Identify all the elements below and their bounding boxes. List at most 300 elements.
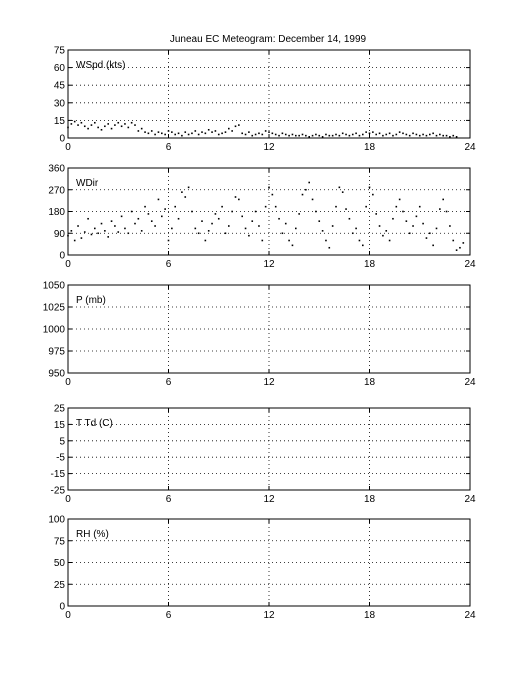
data-point (138, 130, 140, 132)
data-point (322, 136, 324, 138)
data-point (278, 135, 280, 137)
data-point (228, 225, 230, 227)
data-point (184, 131, 186, 133)
data-point (459, 247, 461, 249)
data-point (345, 134, 347, 136)
data-point (436, 228, 438, 230)
data-point (312, 199, 314, 201)
y-tick-label: 360 (48, 163, 65, 175)
data-point (426, 237, 428, 239)
data-point (329, 247, 331, 249)
data-point (369, 133, 371, 135)
x-tick-label: 18 (363, 259, 376, 270)
data-point (178, 133, 180, 135)
data-point (449, 136, 451, 138)
data-point (104, 125, 106, 127)
y-tick-label: -25 (50, 485, 65, 497)
x-tick-label: 18 (363, 494, 376, 505)
data-point (439, 134, 441, 136)
data-point (422, 134, 424, 136)
panel-label: WSpd (kts) (76, 60, 126, 71)
panel-rh (48, 515, 476, 622)
data-point (342, 133, 344, 135)
data-point (205, 240, 207, 242)
data-point (389, 240, 391, 242)
data-point (298, 135, 300, 137)
data-point (208, 129, 210, 131)
data-point (74, 121, 76, 123)
data-point (329, 135, 331, 137)
y-tick-label: 15 (53, 419, 65, 431)
data-point (248, 131, 250, 133)
data-point (292, 134, 294, 136)
x-tick-label: 6 (165, 377, 172, 388)
y-tick-label: 1025 (42, 302, 65, 314)
data-point (158, 199, 160, 201)
data-point (141, 230, 143, 232)
data-point (372, 131, 374, 133)
data-point (81, 237, 83, 239)
data-point (452, 240, 454, 242)
data-point (101, 223, 103, 225)
data-point (211, 131, 213, 133)
data-point (295, 228, 297, 230)
data-point (362, 134, 364, 136)
x-tick-label: 12 (263, 610, 275, 621)
data-point (124, 228, 126, 230)
data-point (399, 131, 401, 133)
data-point (268, 187, 270, 189)
data-point (117, 122, 119, 124)
data-point (181, 135, 183, 137)
data-point (262, 134, 264, 136)
data-point (74, 240, 76, 242)
panel-label: P (mb) (76, 295, 106, 306)
data-point (379, 225, 381, 227)
data-point (436, 135, 438, 137)
y-tick-label: 5 (59, 436, 65, 448)
data-point (375, 134, 377, 136)
data-point (111, 128, 113, 130)
data-point (198, 134, 200, 136)
data-point (349, 218, 351, 220)
data-point (241, 133, 243, 135)
data-point (144, 131, 146, 133)
data-series (67, 182, 464, 251)
data-point (231, 211, 233, 213)
x-tick-label: 0 (65, 259, 71, 270)
data-point (463, 242, 465, 244)
data-point (419, 206, 421, 208)
data-point (225, 131, 227, 133)
x-tick-label: 24 (464, 259, 476, 270)
data-point (161, 133, 163, 135)
data-point (265, 130, 267, 132)
data-point (352, 134, 354, 136)
data-point (77, 124, 79, 126)
data-point (379, 133, 381, 135)
data-point (452, 135, 454, 137)
y-tick-label: 0 (59, 133, 65, 145)
data-point (101, 129, 103, 131)
data-point (335, 134, 337, 136)
panel-temp (51, 404, 476, 506)
data-point (449, 225, 451, 227)
data-point (225, 232, 227, 234)
data-point (91, 234, 93, 236)
data-point (148, 213, 150, 215)
data-point (114, 124, 116, 126)
y-tick-label: -5 (56, 452, 65, 464)
panels (43, 46, 476, 622)
data-point (198, 232, 200, 234)
y-tick-label: 0 (59, 250, 65, 262)
data-point (188, 134, 190, 136)
data-point (392, 218, 394, 220)
data-point (241, 216, 243, 218)
data-point (312, 135, 314, 137)
data-point (442, 135, 444, 137)
x-tick-label: 12 (263, 259, 275, 270)
data-point (188, 187, 190, 189)
data-point (138, 218, 140, 220)
data-point (67, 127, 69, 129)
data-point (282, 133, 284, 135)
data-point (228, 128, 230, 130)
data-point (171, 131, 173, 133)
data-point (107, 236, 109, 238)
data-point (94, 122, 96, 124)
data-point (456, 136, 458, 138)
data-point (345, 208, 347, 210)
x-tick-label: 18 (363, 610, 376, 621)
data-point (218, 218, 220, 220)
y-tick-label: 75 (53, 45, 65, 57)
x-tick-label: 24 (464, 377, 476, 388)
data-point (84, 125, 86, 127)
y-tick-label: 1050 (42, 280, 65, 292)
data-point (181, 191, 183, 193)
x-tick-label: 6 (165, 142, 172, 153)
data-point (114, 225, 116, 227)
x-tick-label: 12 (263, 494, 275, 505)
data-point (365, 131, 367, 133)
data-point (164, 208, 166, 210)
data-point (148, 133, 150, 135)
data-point (426, 135, 428, 137)
data-point (151, 130, 153, 132)
x-tick-label: 24 (464, 610, 476, 621)
y-tick-label: -15 (50, 469, 65, 481)
data-point (268, 131, 270, 133)
data-point (84, 231, 86, 233)
data-point (352, 232, 354, 234)
data-point (67, 235, 69, 237)
data-point (77, 225, 79, 227)
data-point (315, 211, 317, 213)
data-point (255, 134, 257, 136)
data-point (288, 240, 290, 242)
data-point (429, 134, 431, 136)
data-point (184, 196, 186, 198)
x-tick-label: 12 (263, 377, 275, 388)
data-point (318, 220, 320, 222)
data-point (362, 245, 364, 247)
data-point (87, 218, 89, 220)
y-tick-label: 180 (48, 207, 65, 218)
data-point (134, 124, 136, 126)
y-tick-label: 45 (53, 80, 65, 92)
y-tick-label: 60 (53, 63, 65, 75)
panel-label: T Td (C) (76, 418, 113, 429)
data-point (97, 127, 99, 129)
data-point (195, 228, 197, 230)
y-tick-label: 950 (48, 368, 65, 380)
data-point (332, 225, 334, 227)
data-point (409, 135, 411, 137)
data-point (178, 218, 180, 220)
data-point (285, 134, 287, 136)
data-point (385, 230, 387, 232)
data-point (322, 230, 324, 232)
data-point (235, 125, 237, 127)
data-point (235, 196, 237, 198)
data-point (375, 213, 377, 215)
data-point (104, 230, 106, 232)
data-point (91, 124, 93, 126)
data-point (285, 223, 287, 225)
data-point (272, 133, 274, 135)
data-point (174, 134, 176, 136)
data-point (288, 135, 290, 137)
y-tick-label: 90 (53, 228, 65, 240)
data-point (151, 220, 153, 222)
data-point (429, 232, 431, 234)
data-point (359, 135, 361, 137)
data-point (71, 123, 73, 125)
data-point (195, 130, 197, 132)
data-point (221, 133, 223, 135)
data-point (412, 225, 414, 227)
x-tick-label: 0 (65, 142, 71, 153)
data-point (409, 232, 411, 234)
y-tick-label: 15 (53, 115, 65, 127)
data-point (446, 135, 448, 137)
data-point (131, 122, 133, 124)
y-tick-label: 1000 (42, 324, 65, 336)
data-point (221, 206, 223, 208)
x-tick-label: 0 (65, 494, 71, 505)
data-point (255, 211, 257, 213)
data-point (392, 135, 394, 137)
data-point (168, 130, 170, 132)
data-point (211, 223, 213, 225)
data-point (315, 134, 317, 136)
data-point (141, 128, 143, 130)
data-point (439, 208, 441, 210)
data-point (406, 134, 408, 136)
data-point (215, 130, 217, 132)
data-point (342, 191, 344, 193)
data-point (97, 232, 99, 234)
data-point (248, 235, 250, 237)
data-point (258, 133, 260, 135)
data-point (191, 211, 193, 213)
data-point (128, 232, 130, 234)
panel-label: WDir (76, 178, 99, 189)
data-point (302, 194, 304, 196)
data-point (339, 187, 341, 189)
data-point (215, 213, 217, 215)
x-tick-label: 24 (464, 494, 476, 505)
data-point (382, 135, 384, 137)
data-point (349, 135, 351, 137)
panel-wspd (54, 46, 476, 154)
data-point (432, 245, 434, 247)
data-point (87, 128, 89, 130)
data-point (245, 228, 247, 230)
data-point (302, 134, 304, 136)
data-point (419, 135, 421, 137)
panel-pres (43, 281, 476, 389)
data-point (385, 134, 387, 136)
data-point (107, 123, 109, 125)
data-point (456, 249, 458, 251)
y-tick-label: 0 (59, 601, 65, 613)
chart-title: Juneau EC Meteogram: December 14, 1999 (169, 34, 367, 45)
data-point (402, 133, 404, 135)
data-point (416, 134, 418, 136)
data-point (164, 134, 166, 136)
data-point (124, 123, 126, 125)
data-point (208, 230, 210, 232)
data-point (154, 225, 156, 227)
data-point (372, 194, 374, 196)
data-point (231, 130, 233, 132)
data-point (154, 134, 156, 136)
data-point (111, 220, 113, 222)
data-point (201, 220, 203, 222)
data-point (308, 182, 310, 184)
data-point (262, 240, 264, 242)
data-point (318, 135, 320, 137)
data-point (174, 206, 176, 208)
x-tick-label: 0 (65, 610, 71, 621)
data-point (422, 223, 424, 225)
data-point (396, 206, 398, 208)
data-point (325, 134, 327, 136)
data-point (339, 135, 341, 137)
y-tick-label: 75 (53, 536, 65, 548)
data-point (171, 228, 173, 230)
data-point (265, 206, 267, 208)
data-point (117, 231, 119, 233)
y-tick-label: 975 (48, 346, 65, 358)
data-point (332, 135, 334, 137)
data-point (158, 131, 160, 133)
data-point (389, 133, 391, 135)
data-point (121, 216, 123, 218)
panel-wdir (48, 164, 476, 271)
y-tick-label: 25 (53, 403, 65, 415)
data-point (308, 136, 310, 138)
data-point (335, 206, 337, 208)
data-point (355, 228, 357, 230)
data-point (245, 134, 247, 136)
data-point (382, 235, 384, 237)
y-tick-label: 30 (53, 98, 65, 110)
x-tick-label: 6 (165, 494, 172, 505)
data-point (128, 127, 130, 129)
data-point (282, 232, 284, 234)
data-series (67, 121, 457, 138)
data-point (432, 133, 434, 135)
data-point (369, 187, 371, 189)
data-point (191, 133, 193, 135)
panel-label: RH (%) (76, 529, 109, 540)
x-tick-label: 18 (363, 142, 376, 153)
data-point (205, 133, 207, 135)
data-point (406, 220, 408, 222)
x-tick-label: 12 (263, 142, 275, 153)
data-point (272, 194, 274, 196)
data-point (251, 220, 253, 222)
data-point (416, 216, 418, 218)
x-tick-label: 18 (363, 377, 376, 388)
data-point (201, 131, 203, 133)
data-point (275, 206, 277, 208)
data-point (399, 199, 401, 201)
data-point (218, 134, 220, 136)
data-point (161, 216, 163, 218)
data-point (238, 199, 240, 201)
data-point (298, 213, 300, 215)
data-point (355, 133, 357, 135)
data-point (278, 218, 280, 220)
data-point (292, 245, 294, 247)
data-point (275, 134, 277, 136)
data-point (412, 133, 414, 135)
data-point (305, 135, 307, 137)
data-point (402, 211, 404, 213)
data-point (295, 135, 297, 137)
data-point (121, 125, 123, 127)
data-point (359, 240, 361, 242)
x-tick-label: 0 (65, 377, 71, 388)
y-tick-label: 50 (53, 558, 65, 569)
x-tick-label: 6 (165, 259, 172, 270)
y-tick-label: 270 (48, 185, 65, 197)
data-point (134, 223, 136, 225)
data-point (144, 206, 146, 208)
data-point (396, 134, 398, 136)
data-point (238, 124, 240, 126)
data-point (305, 189, 307, 191)
data-point (325, 240, 327, 242)
data-point (446, 211, 448, 213)
data-point (251, 135, 253, 137)
data-point (442, 199, 444, 201)
y-tick-label: 25 (53, 579, 65, 591)
data-point (131, 211, 133, 213)
data-point (168, 240, 170, 242)
data-point (258, 225, 260, 227)
data-point (71, 230, 73, 232)
data-point (365, 206, 367, 208)
data-point (81, 122, 83, 124)
y-tick-label: 100 (48, 514, 65, 526)
x-tick-label: 6 (165, 610, 172, 621)
